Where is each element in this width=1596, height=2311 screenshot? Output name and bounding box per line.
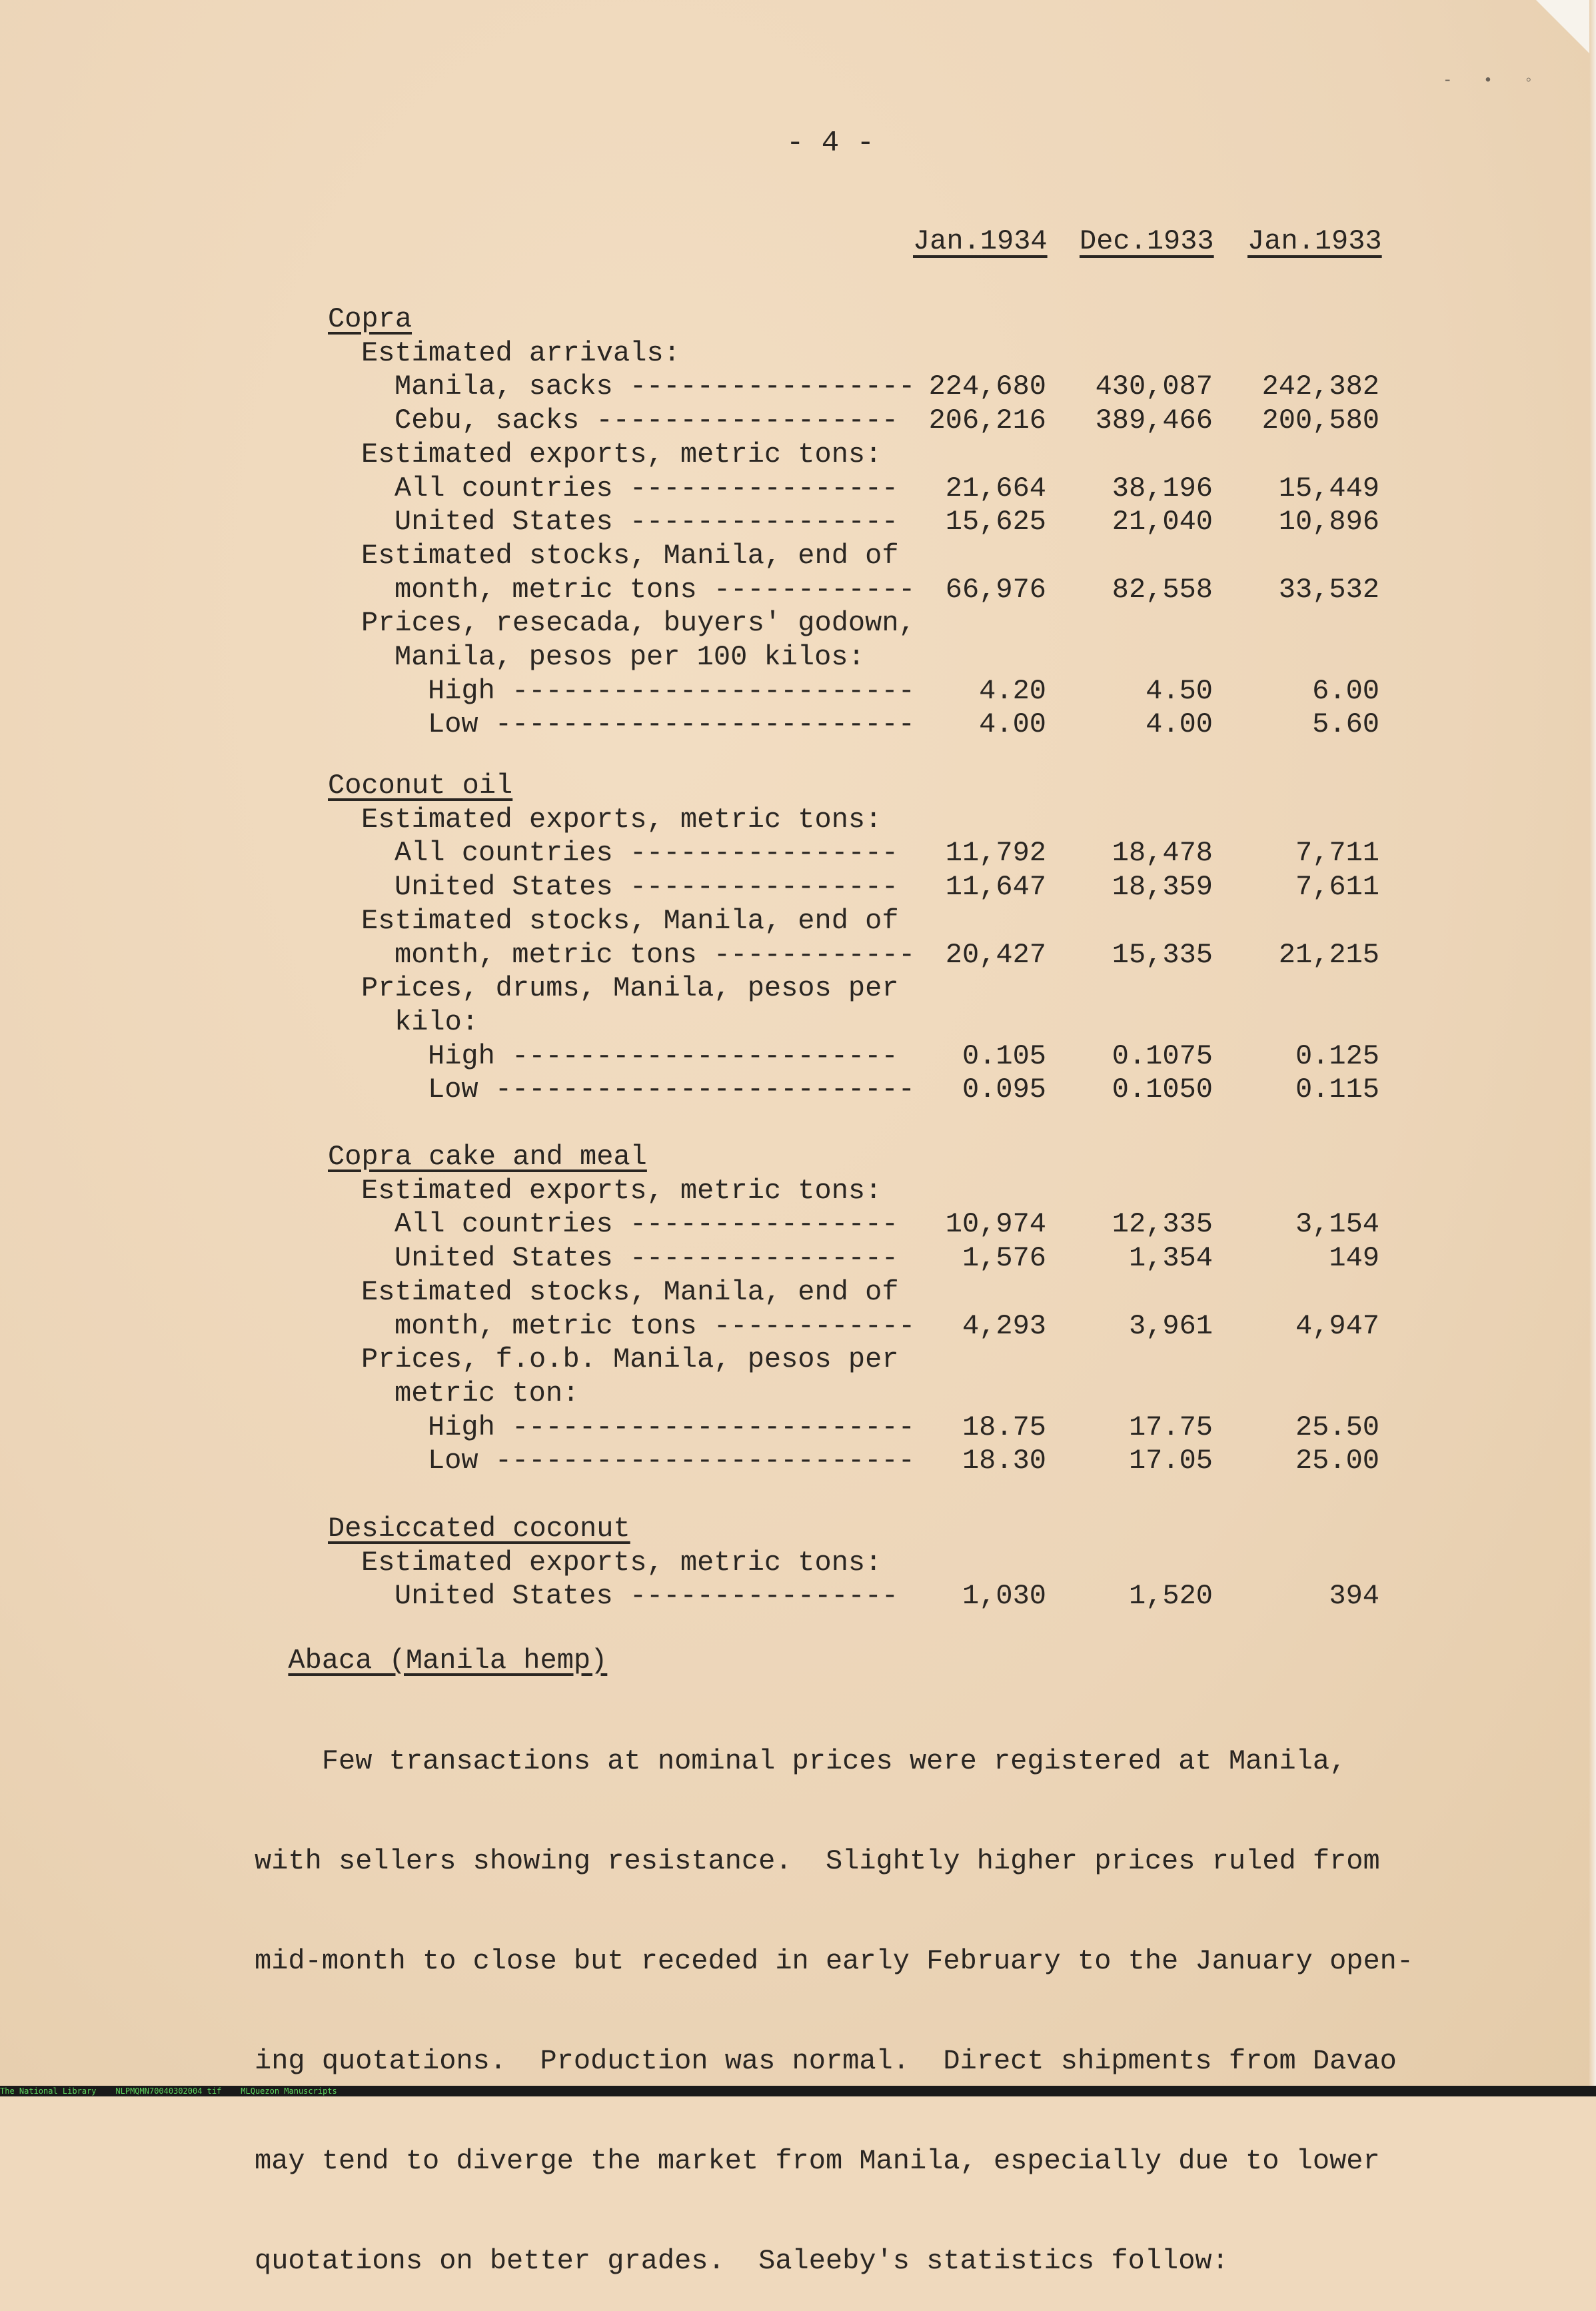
section-title: Copra	[328, 303, 412, 335]
row-label: Estimated arrivals:	[361, 337, 680, 369]
abaca-line: ing quotations. Production was normal. Direct shipments from Davao	[255, 2045, 1397, 2077]
table-row	[0, 837, 1596, 870]
section-title: Desiccated coconut	[328, 1513, 630, 1545]
abaca-line: quotations on better grades. Saleeby's statistics follow:	[255, 2245, 1229, 2277]
table-row	[0, 1006, 1596, 1040]
row-value: 25.00	[1295, 1445, 1379, 1477]
table-row	[0, 972, 1596, 1006]
abaca-paragraph	[255, 1678, 1427, 2311]
column-header-dec-1933: Dec.1933	[1080, 225, 1214, 257]
row-label: All countries ----------------	[395, 472, 899, 504]
row-label: All countries ----------------	[395, 1208, 899, 1240]
row-value: 15,625	[945, 506, 1046, 538]
row-value: 12,335	[1112, 1208, 1213, 1240]
row-value: 389,466	[1095, 404, 1213, 436]
row-value: 25.50	[1295, 1411, 1379, 1443]
table-row	[0, 1411, 1596, 1445]
row-label: month, metric tons ------------	[395, 1310, 916, 1342]
row-value: 11,792	[945, 837, 1046, 869]
row-label: Estimated exports, metric tons:	[361, 1547, 882, 1579]
row-value: 7,611	[1295, 871, 1379, 903]
row-value: 15,449	[1278, 472, 1379, 504]
table-row	[0, 939, 1596, 972]
table-row	[0, 871, 1596, 904]
row-value: 66,976	[945, 574, 1046, 606]
row-value: 18,359	[1112, 871, 1213, 903]
row-label: Prices, drums, Manila, pesos per	[361, 972, 899, 1004]
abaca-line: may tend to diverge the market from Manila, especially due to lower	[255, 2145, 1380, 2177]
row-value: 21,215	[1278, 939, 1379, 971]
row-value: 38,196	[1112, 472, 1213, 504]
abaca-line: Few transactions at nominal prices were registered at Manila,	[255, 1745, 1347, 1777]
table-row	[0, 404, 1596, 438]
table-row	[0, 1276, 1596, 1309]
row-value: 0.095	[962, 1074, 1046, 1106]
row-value: 1,576	[962, 1242, 1046, 1274]
row-value: 4.00	[979, 708, 1046, 740]
row-value: 17.05	[1128, 1445, 1213, 1477]
table-row	[0, 1208, 1596, 1241]
row-label: United States ----------------	[395, 506, 899, 538]
row-value: 18.30	[962, 1445, 1046, 1477]
row-label: Manila, sacks -----------------	[395, 371, 916, 402]
footer-collection: MLQuezon Manuscripts	[241, 2086, 337, 2096]
row-label: United States ----------------	[395, 871, 899, 903]
table-row	[0, 506, 1596, 539]
row-label: Cebu, sacks ------------------	[395, 404, 899, 436]
table-row	[0, 607, 1596, 640]
row-value: 200,580	[1261, 404, 1379, 436]
abaca-heading	[255, 1645, 608, 1678]
row-value: 0.105	[962, 1040, 1046, 1072]
row-value: 20,427	[945, 939, 1046, 971]
column-header-jan-1934: Jan.1934	[913, 225, 1048, 257]
abaca-title: Abaca (Manila hemp)	[288, 1645, 608, 1677]
footer-file: NLPMQMN70040302004 tif	[115, 2086, 222, 2096]
row-label: Estimated stocks, Manila, end of	[361, 1276, 899, 1308]
table-row	[0, 1040, 1596, 1074]
row-value: 224,680	[928, 371, 1046, 402]
row-value: 21,040	[1112, 506, 1213, 538]
row-value: 4.20	[979, 675, 1046, 707]
row-value: 21,664	[945, 472, 1046, 504]
row-value: 430,087	[1095, 371, 1213, 402]
row-label: All countries ----------------	[395, 837, 899, 869]
row-value: 242,382	[1261, 371, 1379, 402]
table-row	[0, 438, 1596, 472]
row-value: 1,520	[1128, 1580, 1213, 1612]
row-value: 10,974	[945, 1208, 1046, 1240]
row-value: 394	[1329, 1580, 1379, 1612]
row-value: 0.125	[1295, 1040, 1379, 1072]
row-label: Low -------------------------	[428, 1074, 915, 1106]
table-row	[0, 1242, 1596, 1275]
row-label: Estimated exports, metric tons:	[361, 438, 882, 470]
row-value: 1,030	[962, 1580, 1046, 1612]
row-label: Prices, resecada, buyers' godown,	[361, 607, 916, 639]
row-label: Low -------------------------	[428, 708, 915, 740]
table-row	[0, 1310, 1596, 1343]
table-row	[0, 1343, 1596, 1377]
row-label: High ------------------------	[428, 1411, 915, 1443]
table-row	[0, 641, 1596, 674]
column-header-jan-1933: Jan.1933	[1247, 225, 1382, 257]
row-value: 0.1050	[1112, 1074, 1213, 1106]
table-row	[0, 337, 1596, 371]
row-label: metric ton:	[395, 1377, 580, 1409]
row-label: Manila, pesos per 100 kilos:	[395, 641, 865, 673]
row-value: 5.60	[1312, 708, 1379, 740]
table-row	[0, 905, 1596, 938]
row-value: 3,961	[1128, 1310, 1213, 1342]
abaca-line: mid-month to close but receded in early February to the January open-	[255, 1945, 1414, 1977]
row-value: 18,478	[1112, 837, 1213, 869]
table-row	[0, 1377, 1596, 1411]
row-label: High ------------------------	[428, 675, 915, 707]
page-number: - 4 -	[786, 127, 875, 160]
footer-library: The National Library	[0, 2086, 97, 2096]
row-label: month, metric tons ------------	[395, 939, 916, 971]
row-value: 15,335	[1112, 939, 1213, 971]
row-value: 4,293	[962, 1310, 1046, 1342]
row-label: Prices, f.o.b. Manila, pesos per	[361, 1343, 899, 1375]
row-value: 0.1075	[1112, 1040, 1213, 1072]
row-value: 4.50	[1146, 675, 1213, 707]
row-value: 0.115	[1295, 1074, 1379, 1106]
table-row	[0, 1547, 1596, 1580]
stray-marks: - • ◦	[1443, 72, 1545, 90]
table-row	[0, 472, 1596, 506]
table-row	[0, 804, 1596, 837]
table-row	[0, 1175, 1596, 1208]
row-label: kilo:	[395, 1006, 479, 1038]
row-label: United States ----------------	[395, 1580, 899, 1612]
table-row	[0, 1445, 1596, 1478]
section-title: Copra cake and meal	[328, 1141, 647, 1173]
abaca-line: with sellers showing resistance. Slightly higher prices ruled from	[255, 1845, 1380, 1877]
row-label: month, metric tons ------------	[395, 574, 916, 606]
scan-footer	[0, 2086, 1596, 2096]
row-value: 7,711	[1295, 837, 1379, 869]
row-label: Estimated exports, metric tons:	[361, 1175, 882, 1207]
row-value: 82,558	[1112, 574, 1213, 606]
table-row	[0, 708, 1596, 742]
row-value: 6.00	[1312, 675, 1379, 707]
section-title: Coconut oil	[328, 770, 513, 802]
row-value: 10,896	[1278, 506, 1379, 538]
row-value: 4.00	[1146, 708, 1213, 740]
row-value: 206,216	[928, 404, 1046, 436]
table-row	[0, 1580, 1596, 1613]
row-label: Estimated stocks, Manila, end of	[361, 905, 899, 937]
row-label: Estimated stocks, Manila, end of	[361, 540, 899, 572]
row-value: 17.75	[1128, 1411, 1213, 1443]
table-row	[0, 1074, 1596, 1107]
row-label: United States ----------------	[395, 1242, 899, 1274]
table-row	[0, 574, 1596, 607]
table-row	[0, 675, 1596, 708]
folded-corner	[1536, 0, 1596, 60]
row-value: 4,947	[1295, 1310, 1379, 1342]
row-value: 18.75	[962, 1411, 1046, 1443]
row-value: 33,532	[1278, 574, 1379, 606]
row-value: 3,154	[1295, 1208, 1379, 1240]
row-value: 1,354	[1128, 1242, 1213, 1274]
row-label: High -----------------------	[428, 1040, 898, 1072]
row-value: 11,647	[945, 871, 1046, 903]
row-label: Estimated exports, metric tons:	[361, 804, 882, 836]
row-label: Low -------------------------	[428, 1445, 915, 1477]
table-row	[0, 540, 1596, 573]
row-value: 149	[1329, 1242, 1379, 1274]
table-row	[0, 371, 1596, 404]
